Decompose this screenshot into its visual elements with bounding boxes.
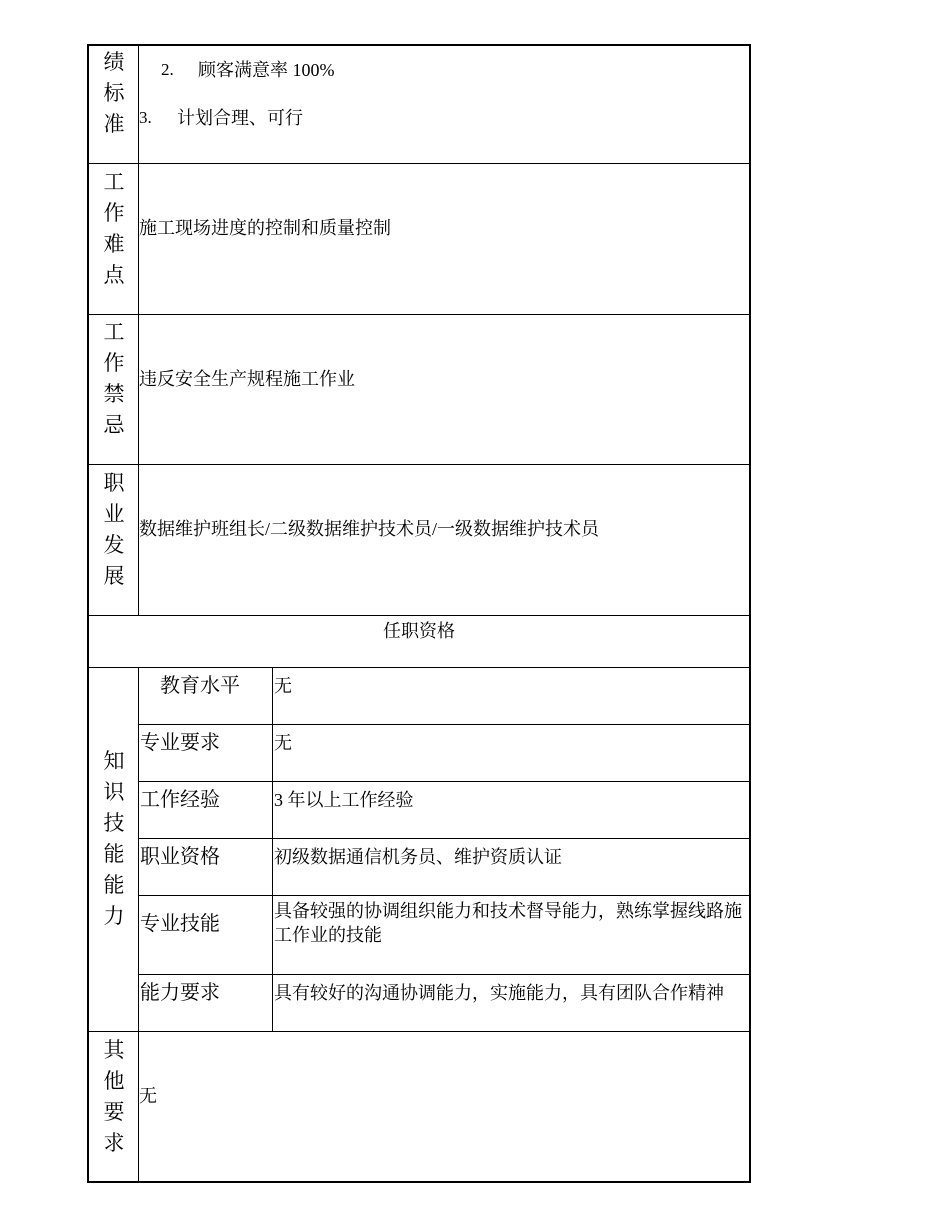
career-text: 数据维护班组长/二级数据维护技术员/一级数据维护技术员 [139, 519, 599, 539]
perf-item-2-number: 2. [161, 60, 174, 79]
ability-requirement-label: 能力要求 [140, 982, 220, 1004]
difficulty-text: 施工现场进度的控制和质量控制 [139, 218, 391, 238]
experience-label: 工作经验 [140, 789, 220, 811]
major-requirement-value: 无 [274, 733, 292, 753]
taboo-text: 违反安全生产规程施工作业 [139, 369, 355, 389]
table-border-bottom [87, 1181, 751, 1183]
row-divider [87, 163, 751, 164]
qualification-header: 任职资格 [383, 621, 455, 641]
sub-row-divider [138, 838, 751, 839]
row-divider [87, 615, 751, 616]
certification-label: 职业资格 [140, 846, 220, 868]
perf-item-3-text: 计划合理、可行 [177, 108, 303, 128]
sub-row-divider [138, 974, 751, 975]
sub-row-divider [138, 724, 751, 725]
certification-value: 初级数据通信机务员、维护资质认证 [274, 847, 562, 867]
perf-item-3-number: 3. [139, 108, 152, 127]
career-label: 职 业 发 展 [103, 471, 125, 588]
other-text: 无 [139, 1086, 157, 1106]
education-label: 教育水平 [160, 675, 240, 697]
table-border-right [749, 44, 751, 1183]
professional-skill-value: 具备较强的协调组织能力和技术督导能力，熟练掌握线路施工作业的技能 [274, 901, 742, 945]
perf-standard-label: 绩 标 准 [103, 50, 125, 136]
taboo-label: 工 作 禁 忌 [103, 320, 125, 437]
row-divider [87, 667, 751, 668]
difficulty-label: 工 作 难 点 [103, 170, 125, 287]
other-label: 其 他 要 求 [103, 1038, 125, 1155]
sub-row-divider [138, 781, 751, 782]
row-divider [87, 1031, 751, 1032]
table-border-top [87, 44, 751, 46]
sub-row-divider [138, 895, 751, 896]
education-value: 无 [274, 676, 292, 696]
sub-column-divider [272, 668, 273, 1032]
major-requirement-label: 专业要求 [140, 732, 220, 754]
professional-skill-label: 专业技能 [140, 913, 220, 935]
ability-requirement-value: 具有较好的沟通协调能力，实施能力，具有团队合作精神 [274, 983, 724, 1003]
row-divider [87, 464, 751, 465]
perf-item-2-text: 顾客满意率 100% [198, 60, 335, 80]
knowledge-label: 知 识 技 能 能 力 [103, 749, 125, 928]
experience-value: 3 年以上工作经验 [274, 790, 414, 810]
row-divider [87, 314, 751, 315]
